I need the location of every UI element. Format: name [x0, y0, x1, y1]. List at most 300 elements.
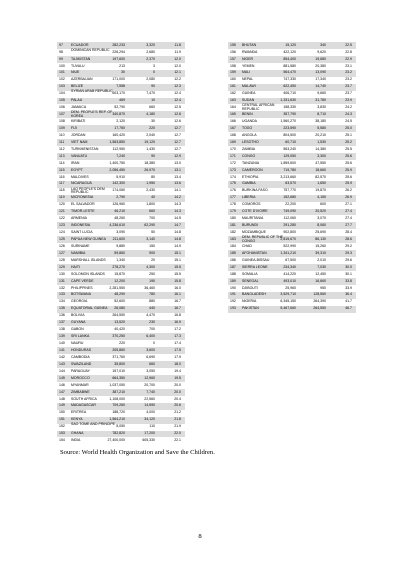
country-name-cell: TANZANIA: [242, 160, 260, 165]
deaths-cell: 1,950: [146, 181, 155, 186]
rate-cell: 12.2: [174, 77, 181, 82]
rank-cell: 97: [59, 42, 63, 47]
country-name-cell: NIGERIA: [242, 299, 257, 304]
rank-cell: 165: [230, 112, 236, 117]
rate-cell: 12.7: [174, 139, 181, 144]
rate-cell: 15.5: [174, 271, 181, 276]
births-cell: 804,500: [283, 132, 296, 137]
births-cell: 2,120: [116, 119, 125, 123]
rank-cell: 120: [59, 202, 65, 207]
country-name-cell: SOUTH AFRICA: [71, 396, 97, 401]
table-row: [57, 313, 185, 320]
table-row: [57, 340, 185, 347]
rank-cell: 125: [59, 236, 65, 241]
table-row: [57, 236, 185, 243]
rank-cell: 168: [230, 132, 236, 137]
deaths-cell: 20,520: [315, 209, 326, 214]
country-name-cell: MOROCCO: [71, 375, 90, 380]
deaths-cell: 20: [151, 257, 155, 262]
rate-cell: 25.9: [345, 167, 352, 172]
births-cell: 17,750: [114, 125, 125, 130]
table-row: [228, 222, 356, 229]
table-row: [228, 264, 356, 271]
deaths-cell: 440: [149, 306, 155, 311]
deaths-cell: 6,690: [146, 354, 155, 359]
deaths-cell: 950: [320, 285, 326, 290]
rate-cell: 12.0: [174, 56, 181, 61]
country-name-cell: GUINEA: [242, 91, 256, 96]
births-cell: 60,710: [285, 139, 296, 144]
table-row: [57, 209, 185, 216]
rate-cell: 13.0: [174, 160, 181, 165]
births-cell: 709,260: [112, 403, 125, 408]
births-cell: 603,170: [112, 91, 125, 96]
rate-cell: 15.1: [174, 257, 181, 262]
deaths-cell: 2,680: [146, 49, 155, 54]
country-name-cell: SURINAME: [71, 243, 90, 248]
table-row: [57, 174, 185, 181]
country-name-cell: SRI LANKA: [71, 334, 90, 339]
country-name-cell: JAMAICA: [71, 105, 87, 110]
country-name-cell: MOZAMBIQUE: [242, 230, 266, 234]
deaths-cell: 86,130: [315, 236, 326, 241]
country-name-cell: JORDAN: [71, 132, 86, 137]
deaths-cell: 36,460: [144, 285, 155, 290]
rank-cell: 154: [59, 438, 65, 443]
births-cell: 211,600: [112, 236, 125, 241]
deaths-cell: 605,330: [142, 438, 155, 443]
table-row: [57, 139, 185, 146]
rate-cell: 28.4: [345, 230, 352, 234]
rate-cell: 17.5: [174, 347, 181, 352]
country-name-cell: VIET NAM: [71, 139, 88, 144]
births-cell: 357,790: [283, 112, 296, 117]
births-cell: 2,815,670: [280, 236, 296, 241]
deaths-cell: 39,310: [315, 250, 326, 255]
country-name-cell: CAMEROON: [242, 167, 263, 172]
country-name-cell: LESOTHO: [242, 139, 259, 144]
rate-cell: 24.3: [345, 112, 352, 117]
country-name-cell: SWAZILAND: [71, 361, 92, 366]
rank-cell: 138: [59, 327, 65, 332]
table-row: [228, 160, 356, 167]
table-row: [57, 56, 185, 63]
rank-cell: 160: [230, 77, 236, 82]
rank-cell: 189: [230, 278, 236, 283]
births-cell: 9,880: [116, 243, 125, 248]
rate-cell: 16.1: [174, 292, 181, 297]
rate-cell: 19.4: [174, 368, 181, 373]
deaths-cell: 110: [149, 424, 155, 429]
deaths-cell: 30: [151, 119, 155, 123]
table-row: [57, 396, 185, 403]
births-cell: 1,859,600: [280, 160, 296, 165]
births-cell: 63,570: [285, 181, 296, 186]
country-name-cell: MARSHALL ISLANDS: [71, 257, 106, 262]
deaths-cell: 9,660: [317, 91, 326, 96]
table-row: [57, 375, 185, 382]
rank-cell: 134: [59, 299, 65, 304]
table-row: [57, 333, 185, 340]
rate-cell: 12.1: [174, 70, 181, 75]
births-cell: 4,236,610: [109, 223, 125, 228]
rank-cell: 187: [230, 264, 236, 269]
country-name-cell: BOTSWANA: [71, 292, 91, 297]
deaths-cell: 18,380: [144, 160, 155, 165]
table-row: [228, 209, 356, 216]
table-row: [228, 84, 356, 91]
country-name-cell: NIUE: [71, 70, 80, 75]
deaths-cell: 880: [149, 299, 155, 304]
rate-cell: 22.0: [174, 431, 181, 436]
page-number: 8: [198, 533, 202, 540]
rank-cell: 190: [230, 285, 236, 290]
country-name-cell: GAMBIA: [242, 181, 256, 186]
deaths-cell: 7,470: [146, 91, 155, 96]
deaths-cell: 1,530: [317, 139, 326, 144]
births-cell: 493,010: [283, 278, 296, 283]
table-row: [228, 195, 356, 202]
country-name-cell: HAITI: [71, 264, 80, 269]
country-name-cell: TIMOR-LESTE: [71, 209, 95, 214]
deaths-cell: 700: [149, 216, 155, 221]
births-cell: 52,790: [114, 105, 125, 110]
rank-cell: 178: [230, 202, 236, 207]
deaths-cell: 230: [149, 320, 155, 325]
rank-cell: 140: [59, 341, 65, 345]
births-cell: 564,470: [283, 70, 296, 75]
births-cell: 2,056,450: [109, 167, 125, 172]
births-cell: 48,260: [114, 216, 125, 221]
rank-cell: 103: [59, 84, 65, 89]
rate-cell: 22.5: [345, 42, 352, 47]
rate-cell: 12.6: [174, 112, 181, 117]
rate-cell: 25.6: [345, 174, 352, 179]
rate-cell: 21.9: [174, 424, 181, 429]
rate-cell: 23.7: [345, 91, 352, 96]
births-cell: 188,720: [112, 410, 125, 415]
rate-cell: 33.9: [345, 285, 352, 290]
table-row: [57, 202, 185, 209]
deaths-cell: 34,120: [144, 417, 155, 422]
country-name-cell: MALDIVES: [71, 174, 89, 179]
country-name-cell: ZIMBABWE: [71, 389, 90, 394]
deaths-cell: 13,090: [315, 70, 326, 75]
rate-cell: 25.9: [345, 181, 352, 186]
table-row: [57, 278, 185, 285]
deaths-cell: 40: [151, 195, 155, 200]
table-row: [57, 167, 185, 174]
deaths-cell: 780: [149, 292, 155, 297]
births-cell: 757,770: [283, 188, 296, 193]
rank-cell: 99: [59, 56, 63, 61]
table-row: [57, 153, 185, 160]
rate-cell: 27.4: [345, 209, 352, 214]
deaths-cell: 47,550: [315, 160, 326, 165]
rate-cell: 25.6: [345, 160, 352, 165]
rank-cell: 117: [59, 181, 65, 186]
rank-cell: 132: [59, 285, 65, 290]
deaths-cell: 1,650: [317, 181, 326, 186]
table-row: [228, 299, 356, 306]
rate-cell: 28.6: [345, 236, 352, 241]
country-name-cell: ARMENIA: [71, 216, 87, 221]
table-row: [57, 354, 185, 361]
rate-cell: 26.9: [345, 195, 352, 200]
deaths-cell: 14,590: [144, 403, 155, 408]
country-name-cell: SENEGAL: [242, 278, 259, 283]
rank-cell: 152: [59, 424, 65, 429]
births-cell: 881,580: [283, 63, 296, 68]
rate-cell: 23.2: [345, 77, 352, 82]
births-cell: 370,250: [112, 334, 125, 339]
country-name-cell: GUINEA-BISSAU: [242, 257, 270, 262]
country-name-cell: GABON: [71, 327, 84, 332]
table-row: [57, 306, 185, 313]
rate-cell: 20.6: [174, 403, 181, 408]
table-row: [57, 70, 185, 77]
country-name-cell: LAO PEOPLE'S DEM REPUBLIC: [71, 186, 105, 195]
table-row: [228, 49, 356, 56]
deaths-cell: 12,960: [144, 375, 155, 380]
rank-cell: 135: [59, 306, 65, 311]
births-cell: 1,331,630: [280, 98, 296, 103]
rate-cell: 15.1: [174, 250, 181, 255]
rate-cell: 22.9: [345, 56, 352, 61]
births-cell: 15,120: [285, 42, 296, 47]
rank-cell: 119: [59, 195, 65, 200]
table-row: [57, 271, 185, 278]
table-row: [228, 257, 356, 264]
country-name-cell: BELIZE: [71, 84, 84, 89]
rate-cell: 46.7: [345, 306, 352, 311]
rank-cell: 144: [59, 368, 65, 373]
rate-cell: 33.8: [345, 278, 352, 283]
table-row: [228, 236, 356, 243]
rank-cell: 171: [230, 153, 236, 158]
rank-cell: 102: [59, 77, 65, 82]
country-name-cell: BOLIVIA: [71, 313, 85, 318]
deaths-cell: 3,050: [146, 368, 155, 373]
country-name-cell: ANGOLA: [242, 132, 257, 137]
deaths-cell: 700: [149, 327, 155, 332]
deaths-cell: 22,560: [144, 396, 155, 401]
births-cell: 5,467,660: [280, 306, 296, 311]
births-cell: 129,050: [283, 153, 296, 158]
deaths-cell: 14,740: [315, 84, 326, 89]
rate-cell: 16.9: [174, 320, 181, 325]
rank-cell: 153: [59, 431, 65, 436]
deaths-cell: 7,030: [317, 264, 326, 269]
deaths-cell: 1,800: [146, 202, 155, 207]
rank-cell: 136: [59, 313, 65, 318]
country-name-cell: EL SALVADOR: [71, 202, 95, 207]
rank-cell: 115: [59, 167, 65, 172]
table-row: [228, 278, 356, 285]
rank-cell: 131: [59, 278, 65, 283]
table-row: [228, 306, 356, 313]
country-name-cell: TAJIKISTAN: [71, 56, 91, 61]
rate-cell: 13.1: [174, 167, 181, 172]
deaths-cell: 600: [320, 202, 326, 207]
rate-cell: 29.6: [345, 257, 352, 262]
rank-cell: 150: [59, 410, 65, 415]
rate-cell: 14.3: [174, 202, 181, 207]
rate-cell: 27.7: [345, 223, 352, 228]
table-row: [228, 70, 356, 77]
births-cell: 27,400,000: [107, 438, 125, 443]
country-name-cell: CENTRAL AFRICAN REPUBLIC: [242, 103, 275, 111]
country-name-cell: COMOROS: [242, 202, 261, 207]
country-name-cell: MICRONESIA: [71, 195, 94, 200]
table-row: [228, 181, 356, 188]
table-row: [228, 42, 356, 49]
deaths-cell: 62,290: [144, 223, 155, 228]
deaths-cell: 19,870: [315, 188, 326, 193]
births-cell: 414,220: [283, 271, 296, 276]
table-row: [57, 292, 185, 299]
rate-cell: 30.0: [345, 264, 352, 269]
rank-cell: 166: [230, 119, 236, 123]
deaths-cell: 4,470: [146, 313, 155, 318]
rank-cell: 124: [59, 230, 65, 234]
country-name-cell: NIGER: [242, 56, 254, 61]
rank-cell: 179: [230, 209, 236, 214]
births-cell: 1,037,050: [109, 382, 125, 387]
rank-cell: 141: [59, 347, 65, 352]
births-cell: 782,820: [112, 431, 125, 436]
rate-cell: 17.9: [174, 354, 181, 359]
rate-cell: 12.0: [174, 63, 181, 68]
births-cell: 157,010: [112, 368, 125, 373]
country-name-cell: SIERRA LEONE: [242, 264, 268, 269]
rank-cell: 118: [59, 188, 65, 193]
rate-cell: 16.0: [174, 285, 181, 290]
rate-cell: 23.1: [345, 63, 352, 68]
table-row: [228, 139, 356, 146]
births-cell: 171,000: [112, 77, 125, 82]
rate-cell: 14.8: [174, 236, 181, 241]
deaths-cell: 5,580: [317, 125, 326, 130]
rank-cell: 163: [230, 98, 236, 103]
table-row: [228, 243, 356, 250]
deaths-cell: 2,080: [146, 77, 155, 82]
rank-cell: 175: [230, 181, 236, 186]
births-cell: 3,213,660: [280, 174, 296, 179]
rate-cell: 16.7: [174, 306, 181, 311]
rate-cell: 25.1: [345, 132, 352, 137]
country-name-cell: SOLOMON ISLANDS: [71, 271, 105, 276]
rank-cell: 161: [230, 84, 236, 89]
rate-cell: 12.7: [174, 132, 181, 137]
rank-cell: 157: [230, 56, 236, 61]
country-name-cell: AZERBAIJAN: [71, 77, 93, 82]
country-name-cell: TOGO: [242, 125, 253, 130]
rank-cell: 192: [230, 299, 236, 304]
rate-cell: 22.1: [174, 438, 181, 443]
country-name-cell: PARAGUAY: [71, 368, 90, 373]
rank-cell: 147: [59, 389, 65, 394]
rate-cell: 16.7: [174, 299, 181, 304]
births-cell: 371,760: [112, 354, 125, 359]
table-row: [57, 410, 185, 417]
table-row: [57, 125, 185, 132]
rate-cell: 14.5: [174, 216, 181, 221]
births-cell: 1,400,750: [109, 160, 125, 165]
deaths-cell: 250: [149, 271, 155, 276]
rank-cell: 98: [59, 49, 63, 54]
rank-cell: 155: [230, 42, 236, 47]
table-row: [57, 403, 185, 410]
births-cell: 622,450: [283, 84, 296, 89]
births-cell: 291,280: [283, 223, 296, 228]
country-name-cell: SOMALIA: [242, 271, 258, 276]
country-name-cell: KIRIBATI: [71, 119, 86, 123]
births-cell: 747,330: [283, 77, 296, 82]
table-row: [57, 326, 185, 333]
births-cell: 220: [119, 341, 125, 345]
deaths-cell: 19,680: [315, 56, 326, 61]
rank-cell: 109: [59, 125, 65, 130]
rank-cell: 167: [230, 125, 236, 130]
table-row: [57, 431, 185, 438]
deaths-cell: 3,070: [317, 216, 326, 221]
rate-cell: 12.7: [174, 146, 181, 151]
births-cell: 26,080: [114, 306, 125, 311]
deaths-cell: 9,620: [317, 49, 326, 54]
rank-cell: 123: [59, 223, 65, 228]
country-name-cell: BURKINA FASO: [242, 188, 268, 193]
table-row: [228, 174, 356, 181]
births-cell: 3,529,710: [280, 292, 296, 297]
rate-cell: 12.4: [174, 91, 181, 96]
rate-cell: 23.9: [345, 98, 352, 103]
deaths-cell: 90: [151, 153, 155, 158]
rank-cell: 142: [59, 354, 65, 359]
rank-cell: 113: [59, 153, 65, 158]
deaths-cell: 19,120: [144, 139, 155, 144]
rank-cell: 111: [59, 139, 65, 144]
deaths-cell: 3,830: [317, 105, 326, 110]
table-row: [57, 382, 185, 389]
rank-cell: 116: [59, 174, 65, 179]
rank-cell: 158: [230, 63, 236, 68]
births-cell: 35,800: [114, 361, 125, 366]
country-name-cell: MAURITANIA: [242, 216, 264, 221]
country-name-cell: SUDAN: [242, 98, 255, 103]
rate-cell: 41.7: [345, 299, 352, 304]
table-row: [228, 125, 356, 132]
country-name-cell: BHUTAN: [242, 42, 257, 47]
table-row: [57, 320, 185, 327]
table-row: [57, 146, 185, 153]
rank-cell: 182: [230, 230, 236, 234]
country-name-cell: MYANMAR: [71, 382, 89, 387]
country-name-cell: GHANA: [71, 431, 84, 436]
rate-cell: 14.3: [174, 209, 181, 214]
country-name-cell: NICARAGUA: [71, 181, 92, 186]
births-cell: 5,910: [116, 174, 125, 179]
deaths-cell: 8,710: [317, 112, 326, 117]
right-table: [228, 42, 356, 313]
rank-cell: 145: [59, 375, 65, 380]
deaths-cell: 7,740: [146, 389, 155, 394]
rate-cell: 27.1: [345, 202, 352, 207]
deaths-cell: 660: [149, 209, 155, 214]
rank-cell: 105: [59, 98, 65, 103]
deaths-cell: 3: [153, 63, 155, 68]
country-name-cell: TUVALU: [71, 63, 85, 68]
